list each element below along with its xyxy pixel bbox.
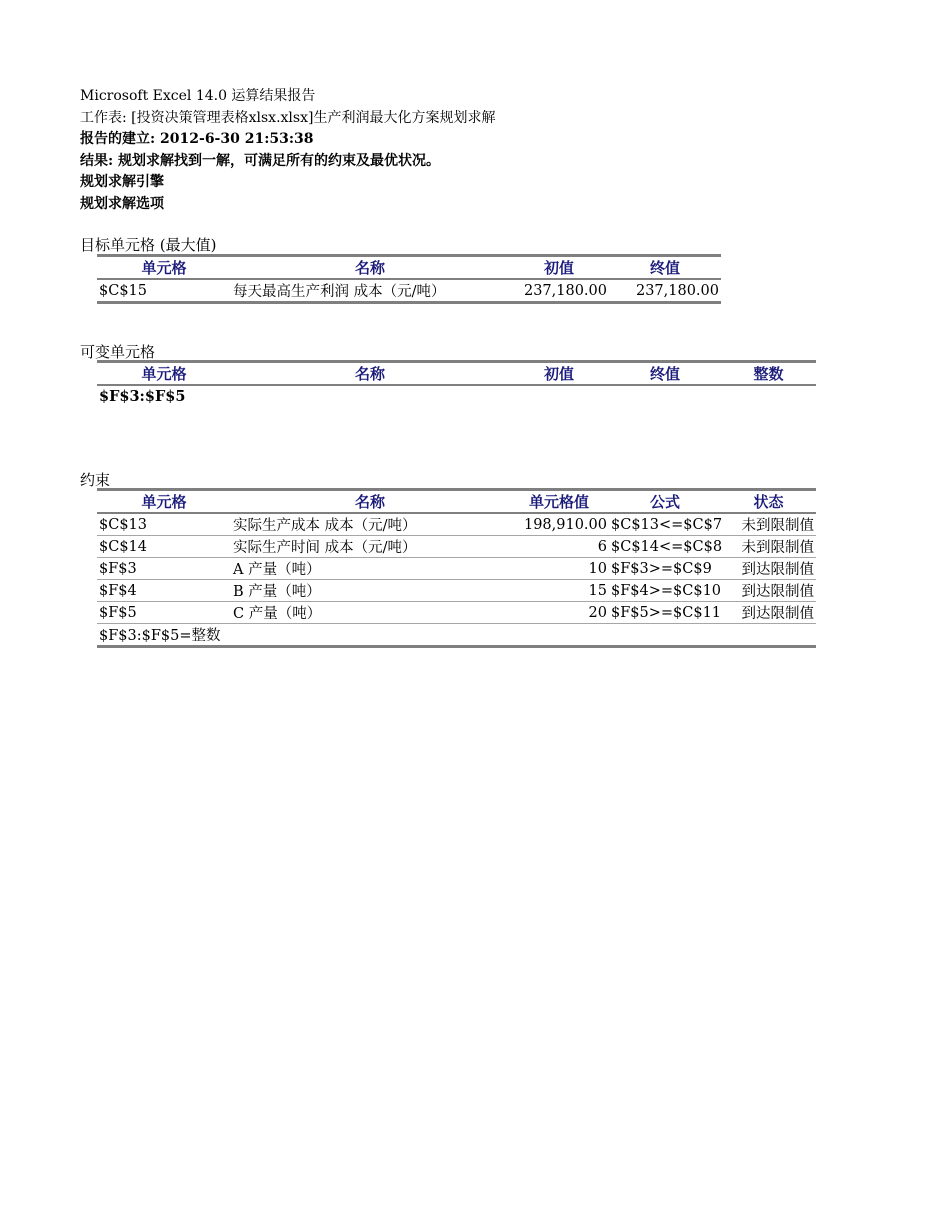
cell-status: 未到限制值: [741, 540, 814, 556]
result-line: 结果: 规划求解找到一解，可满足所有的约束及最优状况。: [80, 152, 441, 169]
integer-constraint: $F$3:$F$5=整数: [99, 628, 221, 644]
table-row: [97, 558, 816, 580]
cell-ref: $C$15: [99, 282, 147, 299]
cell-formula: $C$13<=$C$7: [611, 516, 723, 533]
cell-ref: $F$4: [99, 582, 137, 599]
cell-status: 到达限制值: [741, 606, 814, 622]
col-name: 名称: [354, 493, 385, 511]
col-cell: 单元格: [141, 259, 187, 277]
cell-status: 到达限制值: [741, 562, 814, 578]
col-status: 状态: [753, 493, 784, 511]
report-title: Microsoft Excel 14.0 运算结果报告: [80, 88, 316, 104]
cell-ref: $F$3:$F$5: [99, 388, 186, 405]
table-row: [97, 602, 816, 624]
col-initial: 初值: [543, 365, 574, 383]
cell-value: 15: [588, 582, 607, 599]
created-line: 报告的建立: 2012-6-30 21:53:38: [80, 131, 314, 147]
engine-line: 规划求解引擎: [80, 174, 164, 190]
constraints-section-title: 约束: [80, 471, 111, 489]
cell-formula: $F$5>=$C$11: [611, 604, 722, 621]
cell-ref: $C$14: [99, 538, 147, 555]
col-final: 终值: [649, 365, 680, 383]
cell-ref: $F$3: [99, 560, 137, 577]
cell-formula: $C$14<=$C$8: [611, 538, 723, 555]
cell-value: 20: [588, 604, 607, 621]
col-formula: 公式: [649, 493, 680, 511]
worksheet-line: 工作表: [投资决策管理表格xlsx.xlsx]生产利润最大化方案规划求解: [80, 109, 496, 126]
col-name: 名称: [354, 259, 385, 277]
cell-initial: 237,180.00: [523, 282, 607, 299]
col-cell: 单元格: [141, 365, 187, 383]
cell-name: 实际生产时间 成本（元/吨）: [233, 540, 417, 556]
col-final: 终值: [649, 259, 680, 277]
cell-value: 6: [597, 538, 607, 555]
table-row: [97, 385, 816, 407]
col-cell: 单元格: [141, 493, 187, 511]
table-row: [97, 624, 816, 647]
variables-table: [97, 360, 816, 407]
cell-name: B 产量（吨）: [233, 584, 321, 600]
cell-name: A 产量（吨）: [233, 562, 321, 578]
table-row: [97, 279, 721, 303]
col-name: 名称: [354, 365, 385, 383]
cell-ref: $C$13: [99, 516, 147, 533]
cell-ref: $F$5: [99, 604, 137, 621]
table-row: [97, 536, 816, 558]
variables-header-row: [97, 362, 816, 386]
objective-section-title: 目标单元格 (最大值): [80, 236, 217, 254]
cell-status: 到达限制值: [741, 584, 814, 600]
cell-status: 未到限制值: [741, 518, 814, 534]
constraints-table: [97, 488, 816, 648]
cell-final: 237,180.00: [635, 282, 719, 299]
cell-name: 实际生产成本 成本（元/吨）: [233, 518, 417, 534]
report-header: [80, 86, 495, 215]
objective-table: [97, 254, 721, 304]
constraints-header-row: [97, 490, 816, 514]
cell-name: C 产量（吨）: [233, 606, 322, 622]
cell-value: 10: [588, 560, 607, 577]
cell-name: 每天最高生产利润 成本（元/吨）: [233, 284, 446, 300]
col-value: 单元格值: [528, 493, 589, 511]
cell-value: 198,910.00: [523, 516, 607, 533]
objective-header-row: [97, 256, 721, 280]
table-row: [97, 580, 816, 602]
cell-formula: $F$4>=$C$10: [611, 582, 722, 599]
cell-formula: $F$3>=$C$9: [611, 560, 712, 577]
col-integer: 整数: [753, 365, 784, 383]
col-initial: 初值: [543, 259, 574, 277]
variables-section-title: 可变单元格: [80, 343, 156, 361]
table-row: [97, 513, 816, 536]
options-line: 规划求解选项: [80, 195, 164, 212]
